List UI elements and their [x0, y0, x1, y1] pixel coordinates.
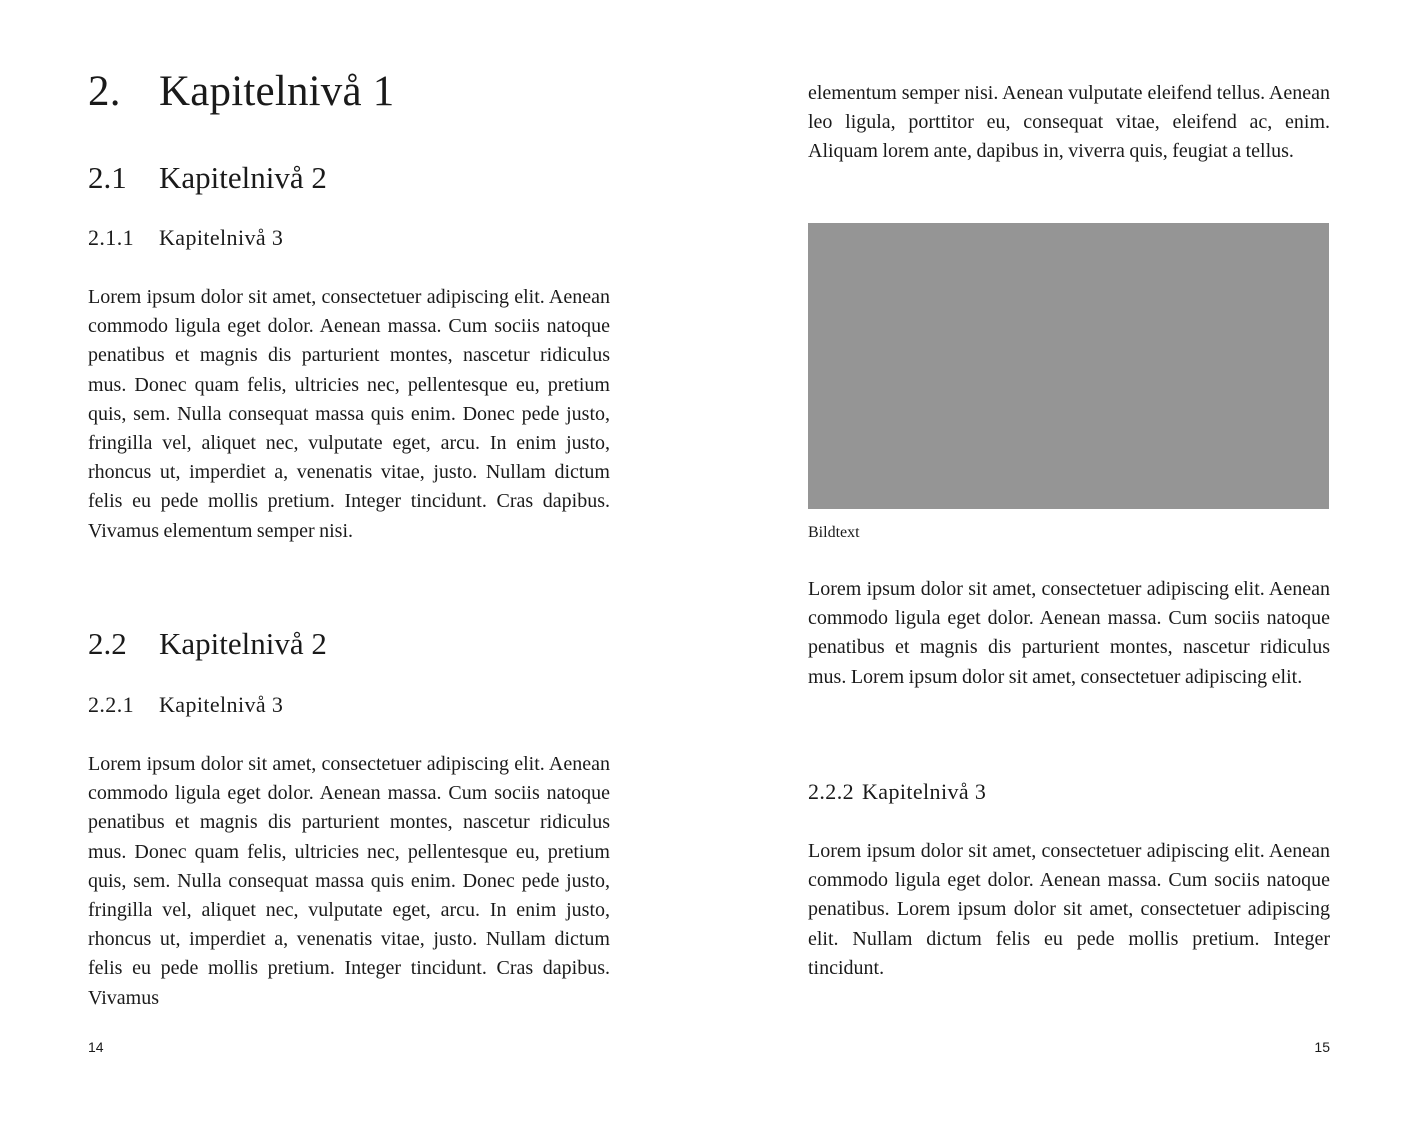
page-number: 15 — [1314, 1039, 1330, 1055]
left-page — [88, 0, 610, 1122]
subsection-number: 2.1.1 — [88, 225, 134, 250]
subsection-heading-2-2-1 — [88, 694, 283, 716]
chapter-title: Kapitelnivå 1 — [159, 68, 395, 115]
figure-caption: Bildtext — [808, 524, 860, 541]
subsection-title: Kapitelnivå 3 — [159, 692, 284, 717]
section-heading-2-2 — [88, 628, 327, 659]
subsection-title: Kapitelnivå 3 — [862, 779, 987, 804]
section-number: 2.1 — [88, 160, 127, 195]
subsection-heading-2-2-2 — [808, 781, 986, 803]
body-paragraph-3: Lorem ipsum dolor sit amet, consectetuer adipiscing elit. Aenean commodo ligula eget dolor. Aenean massa. Cum sociis natoque penatibus et magnis dis parturient montes, nascetur ridiculus mus. Lorem ipsum dolor sit amet, consectetuer adipiscing elit. — [808, 578, 1330, 688]
subsection-heading-2-1-1 — [88, 227, 283, 249]
body-paragraph-1: Lorem ipsum dolor sit amet, consectetuer adipiscing elit. Aenean commodo ligula eget dolor. Aenean massa. Cum sociis natoque penatibus et magnis dis parturient montes, nascetur ridiculus mus. Donec quam felis, ultricies nec, pellentesque eu, pretium quis, sem. Nulla consequat massa quis enim. Donec pede justo, fringilla vel, aliquet nec, vulputate eget, arcu. In enim justo, rhoncus ut, imperdiet a, venenatis vitae, justo. Nullam dictum felis eu pede mollis pretium. Integer tincidunt. Cras dapibus. Vivamus elementum semper nisi. — [88, 286, 610, 542]
right-page — [808, 0, 1330, 1122]
continued-paragraph: elementum semper nisi. Aenean vulputate eleifend tellus. Aenean leo ligula, porttitor eu, consequat vitae, eleifend ac, enim. Aliquam lorem ante, dapibus in, viverra quis, feugiat a tellus. — [808, 82, 1330, 163]
chapter-number: 2. — [88, 68, 121, 115]
subsection-number: 2.2.1 — [88, 692, 134, 717]
subsection-title: Kapitelnivå 3 — [159, 225, 284, 250]
section-title: Kapitelnivå 2 — [159, 626, 327, 661]
page-number: 14 — [88, 1039, 104, 1055]
body-paragraph-2: Lorem ipsum dolor sit amet, consectetuer adipiscing elit. Aenean commodo ligula eget dolor. Aenean massa. Cum sociis natoque penatibus et magnis dis parturient montes, nascetur ridiculus mus. Donec quam felis, ultricies nec, pellentesque eu, pretium quis, sem. Nulla consequat massa quis enim. Donec pede justo, fringilla vel, aliquet nec, vulputate eget, arcu. In enim justo, rhoncus ut, imperdiet a, venenatis vitae, justo. Nullam dictum felis eu pede mollis pretium. Integer tincidunt. Cras dapibus. Vivamus — [88, 753, 610, 1009]
image-placeholder — [808, 223, 1329, 509]
chapter-heading-level-1 — [88, 70, 394, 113]
section-heading-2-1 — [88, 162, 327, 193]
subsection-number: 2.2.2 — [808, 779, 854, 804]
section-number: 2.2 — [88, 626, 127, 661]
section-title: Kapitelnivå 2 — [159, 160, 327, 195]
body-paragraph-4: Lorem ipsum dolor sit amet, consectetuer adipiscing elit. Aenean commodo ligula eget dolor. Aenean massa. Cum sociis natoque penatibus. Lorem ipsum dolor sit amet, consectetuer adipiscing elit. Nullam dictum felis eu pede mollis pretium. Integer tincidunt. — [808, 840, 1330, 979]
